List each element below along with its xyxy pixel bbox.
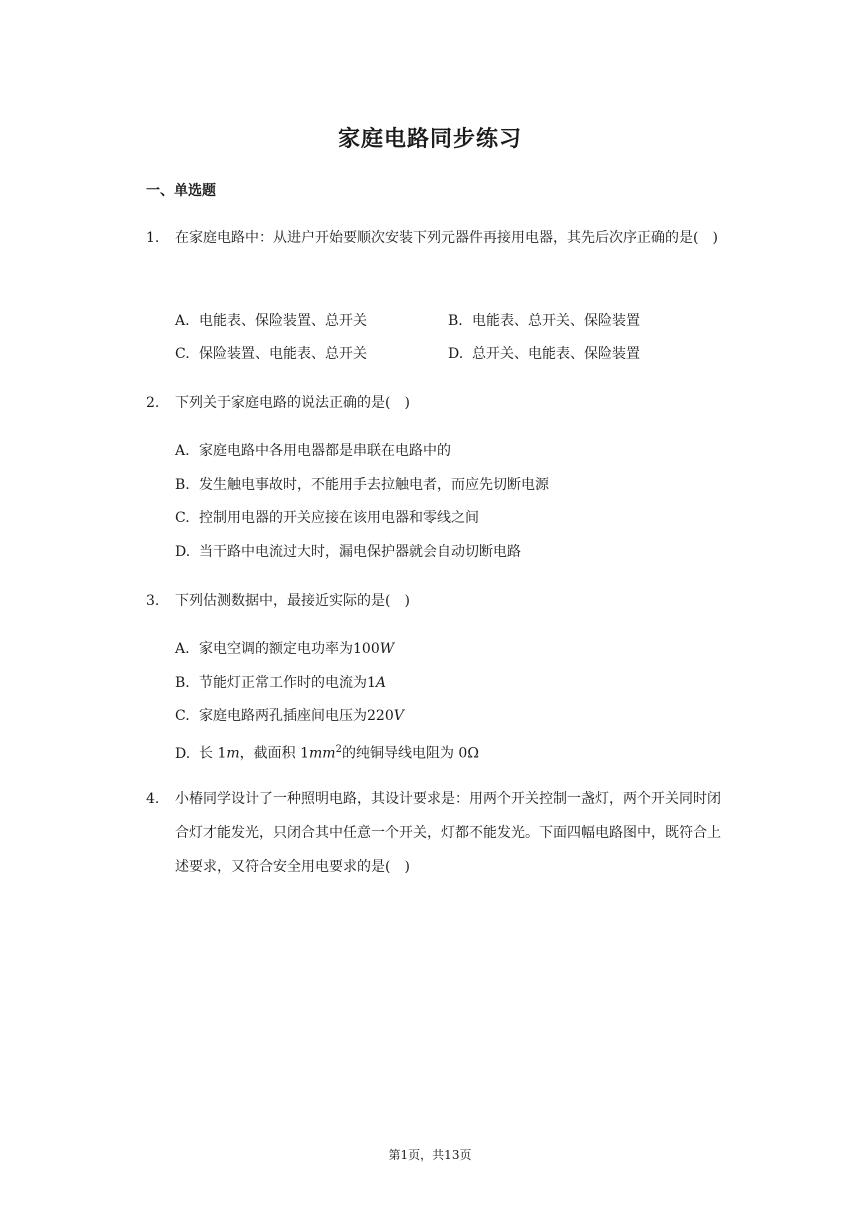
question-text: 小椿同学设计了一种照明电路，其设计要求是：用两个开关控制一盏灯，两个开关同时闭合灯才能发光，只闭合其中任意一个开关，灯都不能发光。下面四幅电路图中，既符合上述要求，又符合安全用电要求的是( )	[175, 791, 721, 875]
document-title: 家庭电路同步练习	[337, 126, 522, 152]
question-3	[146, 584, 726, 618]
option-text: 家电空调的额定电功率为	[199, 641, 353, 657]
option-text: 电能表、总开关、保险装置	[472, 313, 640, 329]
option-text: 电能表、保险装置、总开关	[199, 313, 367, 329]
option-unit: W	[379, 641, 395, 657]
question-2	[146, 386, 726, 420]
question-4	[146, 782, 726, 884]
option-value: 1	[217, 745, 227, 762]
option-c	[175, 706, 404, 726]
option-label: C.	[175, 708, 190, 724]
option-label: B.	[175, 675, 190, 691]
option-label: D.	[448, 346, 464, 362]
question-text: 下列关于家庭电路的说法正确的是( )	[175, 395, 410, 411]
option-b	[175, 673, 386, 693]
question-number: 4.	[146, 791, 160, 807]
option-value: 1	[367, 675, 376, 691]
option-text: ，截面积	[239, 745, 296, 762]
option-text: 当干路中电流过大时，漏电保护器就会自动切断电路	[199, 544, 521, 560]
option-value: 1	[300, 745, 310, 762]
page-footer: 第1页，共13页	[388, 1148, 472, 1162]
option-label: C.	[175, 346, 190, 362]
question-text: 在家庭电路中：从进户开始要顺次安装下列元器件再接用电器，其先后次序正确的是( )	[175, 230, 718, 246]
option-text: 的纯铜导线电阻为 0Ω	[341, 745, 479, 762]
option-value: 100	[353, 641, 380, 657]
option-unit: A	[375, 675, 387, 691]
option-d	[175, 542, 521, 562]
option-label: D.	[175, 745, 191, 762]
option-text: 总开关、电能表、保险装置	[472, 346, 640, 362]
option-a	[175, 311, 367, 331]
option-c	[175, 344, 367, 364]
option-exponent: 2	[335, 744, 342, 755]
option-text: 控制用电器的开关应接在该用电器和零线之间	[199, 510, 479, 526]
option-unit: m	[226, 745, 240, 762]
option-unit: mm	[309, 745, 336, 762]
option-text: 节能灯正常工作时的电流为	[199, 675, 367, 691]
option-label: B.	[175, 477, 190, 493]
option-d	[175, 740, 479, 764]
option-unit: V	[393, 708, 404, 724]
option-text: 家庭电路两孔插座间电压为	[199, 708, 367, 724]
option-label: A.	[175, 313, 190, 329]
option-label: A.	[175, 641, 190, 657]
option-text: 长	[199, 745, 213, 762]
option-text: 家庭电路中各用电器都是串联在电路中的	[199, 443, 451, 459]
option-text: 发生触电事故时，不能用手去拉触电者，而应先切断电源	[199, 477, 549, 493]
question-number: 3.	[146, 593, 160, 609]
option-c	[175, 508, 479, 528]
option-d	[448, 344, 640, 364]
option-label: C.	[175, 510, 190, 526]
option-b	[175, 475, 549, 495]
question-number: 2.	[146, 395, 160, 411]
question-1	[146, 221, 726, 255]
option-label: A.	[175, 443, 190, 459]
option-text: 保险装置、电能表、总开关	[199, 346, 367, 362]
question-number: 1.	[146, 230, 160, 246]
option-value: 220	[367, 708, 394, 724]
option-b	[448, 311, 640, 331]
question-text: 下列估测数据中，最接近实际的是( )	[175, 593, 410, 609]
option-label: D.	[175, 544, 191, 560]
option-a	[175, 639, 394, 659]
option-a	[175, 441, 451, 461]
option-label: B.	[448, 313, 463, 329]
section-heading: 一、单选题	[146, 183, 216, 199]
